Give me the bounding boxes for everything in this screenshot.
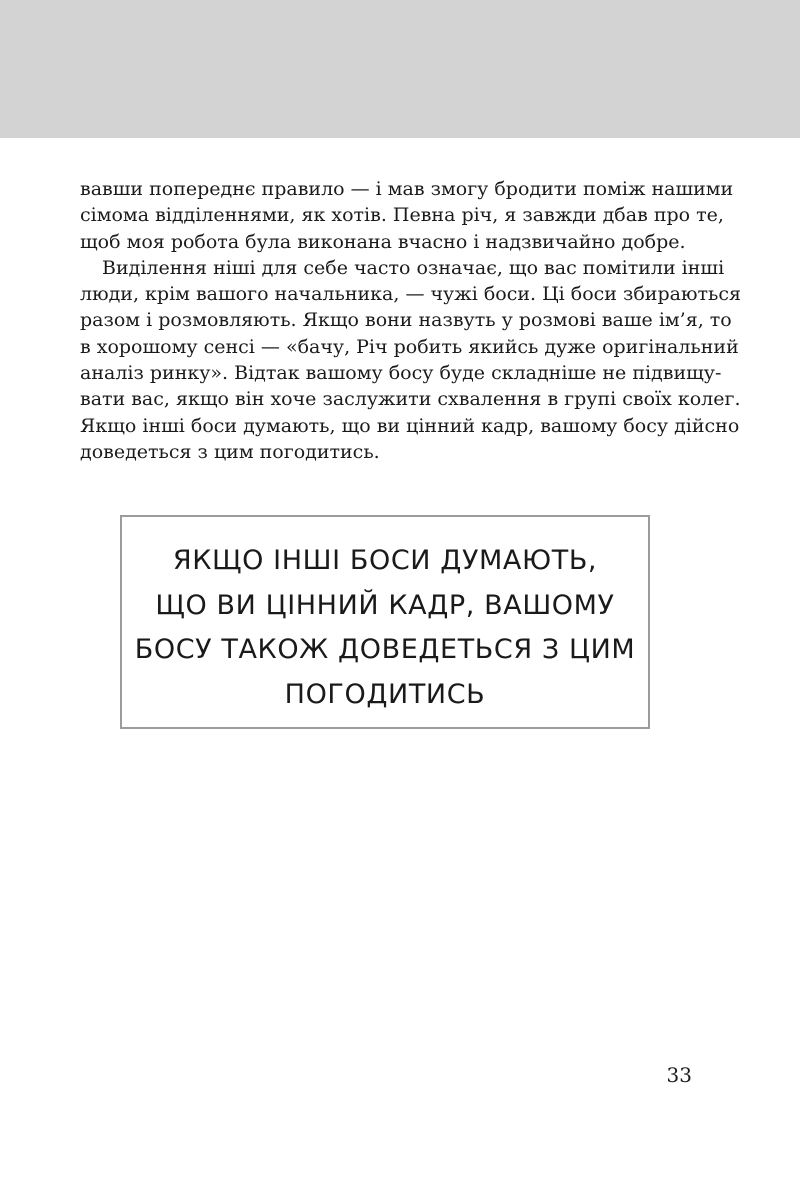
text-line: Виділення ніші для себе часто означає, що вас помітили інші xyxy=(102,256,725,279)
text-line: разом і розмовляють. Якщо вони назвуть у розмові ваше ім’я, то xyxy=(80,309,732,332)
paragraph xyxy=(80,176,734,255)
quote-line: БОСУ ТАКОЖ ДОВЕДЕТЬСЯ З ЦИМ xyxy=(134,634,636,665)
text-line: люди, крім вашого начальника, — чужі боси. Ці боси збираються xyxy=(80,283,741,306)
page-number: 33 xyxy=(666,1063,692,1087)
text-line: щоб моя робота була виконана вчасно і надзвичайно добре. xyxy=(80,230,686,253)
quote-line: ЩО ВИ ЦІННИЙ КАДР, ВАШОМУ xyxy=(155,589,615,621)
header-band xyxy=(0,0,800,138)
text-line: вавши попереднє правило — і мав змогу бродити поміж нашими xyxy=(80,178,734,200)
body-text xyxy=(80,176,741,465)
quote-line: ЯКЩО ІНШІ БОСИ ДУМАЮТЬ, xyxy=(172,545,598,576)
text-line: в хорошому сенсі — «бачу, Річ робить якийсь дуже оригінальний xyxy=(80,335,739,358)
text-line: вати вас, якщо він хоче заслужити схвалення в групі своїх колег. xyxy=(80,388,741,411)
pull-quote-text xyxy=(122,539,648,717)
paragraph xyxy=(80,255,741,465)
quote-line: ПОГОДИТИСЬ xyxy=(284,678,486,710)
pull-quote-box xyxy=(120,515,650,729)
text-line: сімома відділеннями, як хотів. Певна річ, я завжди дбав про те, xyxy=(80,204,724,227)
text-line: Якщо інші боси думають, що ви цінний кадр, вашому босу дійсно xyxy=(80,414,740,437)
text-line: аналіз ринку». Відтак вашому босу буде складніше не підвищу- xyxy=(80,362,722,385)
text-line: доведеться з цим погодитись. xyxy=(80,440,380,463)
